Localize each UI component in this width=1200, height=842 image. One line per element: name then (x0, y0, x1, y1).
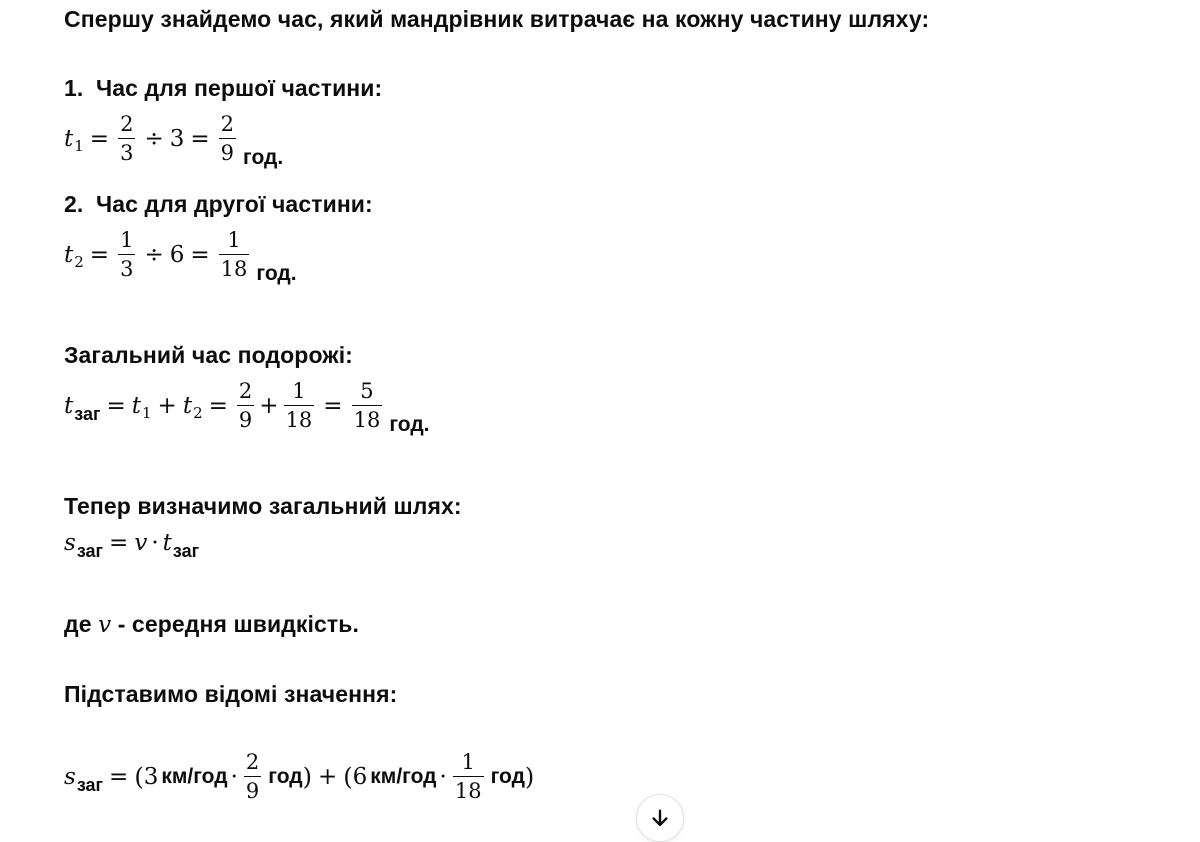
substitute-heading: Підставимо відомі значення: (64, 681, 398, 707)
step2-title: Час для другої частини: (96, 191, 373, 217)
t1-var: t (131, 393, 141, 419)
step2-formula (64, 228, 297, 285)
t-var: t (64, 242, 74, 268)
time-unit: год (268, 765, 303, 788)
dot-operator: · (151, 530, 159, 556)
equals-sign: = (109, 530, 129, 556)
scroll-to-bottom-button[interactable] (636, 794, 684, 842)
v-var: v (134, 530, 148, 556)
equals-sign: = (106, 393, 126, 419)
s-var: s (64, 530, 76, 556)
equals-sign: = (89, 242, 110, 268)
t-var: t (162, 530, 172, 556)
equals-sign: = (190, 242, 210, 268)
fraction: $\frac{2}{9}$ (245, 750, 260, 803)
fraction: $\frac{5}{18}$ (353, 379, 381, 432)
t2-var: t (182, 393, 193, 419)
open-paren: ( (343, 763, 353, 791)
subscript: заг (76, 774, 104, 795)
step1-title: Час для першої частини: (96, 75, 383, 101)
s-var: s (64, 764, 76, 790)
plus-sign: + (157, 393, 177, 419)
close-paren: ) (302, 763, 312, 791)
where-line (64, 611, 359, 638)
distance-formula (64, 530, 200, 561)
equals-sign: = (190, 126, 210, 152)
subscript: 1 (142, 404, 152, 422)
where-prefix: де (64, 611, 92, 637)
fraction: $\frac{1}{18}$ (285, 379, 313, 432)
close-paren: ) (524, 763, 535, 791)
unit-label: год. (389, 413, 430, 436)
divisor: 3 (169, 126, 185, 152)
step2-heading (64, 191, 373, 218)
fraction: $\frac{1}{3}$ (120, 228, 134, 281)
step1-number: 1. (64, 75, 84, 101)
subscript: 2 (74, 253, 84, 271)
substitute-formula (64, 752, 534, 802)
fraction: $\frac{2}{9}$ (238, 379, 253, 432)
equals-sign: = (109, 764, 129, 790)
distance-heading: Тепер визначимо загальний шлях: (64, 493, 462, 519)
speed-value: 3 (143, 764, 159, 790)
fraction: $\frac{1}{18}$ (220, 228, 248, 281)
fraction: $\frac{2}{9}$ (220, 112, 235, 165)
speed-unit: км/год (370, 765, 437, 788)
unit-label: год. (256, 262, 297, 285)
subscript: 2 (193, 404, 203, 422)
fraction: $\frac{1}{18}$ (454, 750, 482, 803)
subscript: заг (172, 540, 200, 561)
dot-operator: · (230, 764, 238, 790)
arrow-down-icon (649, 807, 671, 829)
divide-sign: ÷ (144, 126, 164, 152)
subscript: заг (76, 540, 104, 561)
step1-formula (64, 112, 284, 169)
speed-unit: км/год (161, 765, 228, 788)
subscript: 1 (74, 137, 84, 155)
subscript: заг (74, 403, 101, 424)
equals-sign: = (208, 393, 228, 419)
divide-sign: ÷ (144, 242, 164, 268)
step2-number: 2. (64, 191, 84, 217)
plus-sign: + (317, 764, 338, 790)
t-var: t (64, 393, 74, 419)
open-paren: ( (134, 763, 144, 791)
fraction: $\frac{2}{3}$ (120, 112, 134, 165)
total-time-heading: Загальний час подорожі: (64, 342, 353, 368)
equals-sign: = (323, 393, 343, 419)
t-var: t (64, 126, 74, 152)
where-suffix: - середня швидкість. (117, 611, 359, 637)
total-time-formula (64, 379, 430, 436)
intro-text: Спершу знайдемо час, який мандрівник витрачає на кожну частину шляху: (64, 6, 930, 32)
speed-value: 6 (352, 764, 368, 790)
unit-label: год. (243, 146, 284, 169)
v-var: v (98, 612, 112, 638)
dot-operator: · (439, 764, 447, 790)
divisor: 6 (169, 242, 185, 268)
step1-heading (64, 75, 382, 102)
time-unit: год (490, 765, 525, 788)
plus-sign: + (259, 393, 279, 419)
equals-sign: = (89, 126, 110, 152)
